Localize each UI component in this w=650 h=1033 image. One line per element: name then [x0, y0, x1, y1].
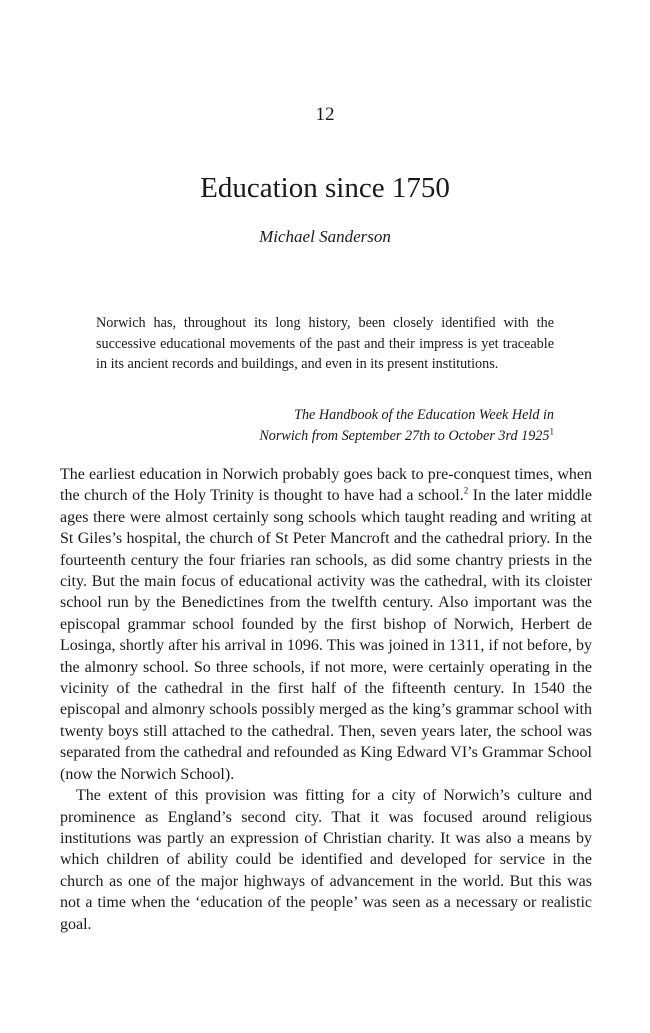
paragraph-1	[60, 464, 592, 785]
epigraph-source-line-1: The Handbook of the Education Week Held in	[294, 407, 554, 423]
paragraph-2: The extent of this provision was fitting for a city of Norwich’s culture and prominence as England’s second city. That it was focused around religious institutions was partly an expression of Christian charity. It was also a means by which children of ability could be identified and developed for service in the church as one of the major highways of advancement in the world. But this was not a time when the ‘education of the people’ was seen as a necessary or realistic goal.	[60, 787, 592, 933]
chapter-author: Michael Sanderson	[259, 227, 391, 246]
paragraph-1-part-b: In the later middle ages there were almost certainly song schools which taught reading and writing at St Giles’s hospital, the church of St Peter Mancroft and the cathedral priory. In the fourteenth century the four friaries ran schools, as did some chantry priests in the city. But the main focus of educational activity was the cathedral, with its cloister school run by the Benedictines from the twelfth century. Also important was the episcopal grammar school founded by the first bishop of Norwich, Herbert de Losinga, shortly after his arrival in 1096. This was joined in 1311, if not before, by the almonry school. So three schools, if not more, were certainly operating in the vicinity of the cathedral in the first half of the fifteenth century. In 1540 the episcopal and almonry schools possibly merged as the king’s grammar school with twenty boys still attached to the cathedral. Then, seven years later, the school was separated from the cathedral and refounded as King Edward VI’s Grammar School (now the Norwich School).	[60, 487, 592, 783]
paragraph-1-part-a: The earliest education in Norwich probably goes back to pre-conquest times, when the church of the Holy Trinity is thought to have had a school.	[60, 466, 592, 505]
chapter-title: Education since 1750	[200, 172, 450, 204]
epigraph-source-line-2	[134, 426, 554, 447]
epigraph-source	[134, 405, 554, 447]
chapter-number: 12	[315, 104, 335, 125]
footnote-ref: 2	[463, 486, 469, 497]
body-text	[60, 464, 592, 935]
epigraph-quote: Norwich has, throughout its long history, been closely identified with the successive educational movements of the past and their impress is yet traceable in its ancient records and buildings, and even in its present institutions.	[96, 315, 554, 372]
epigraph-source-text: Norwich from September 27th to October 3rd 1925	[259, 428, 550, 444]
footnote-ref: 1	[549, 426, 554, 437]
